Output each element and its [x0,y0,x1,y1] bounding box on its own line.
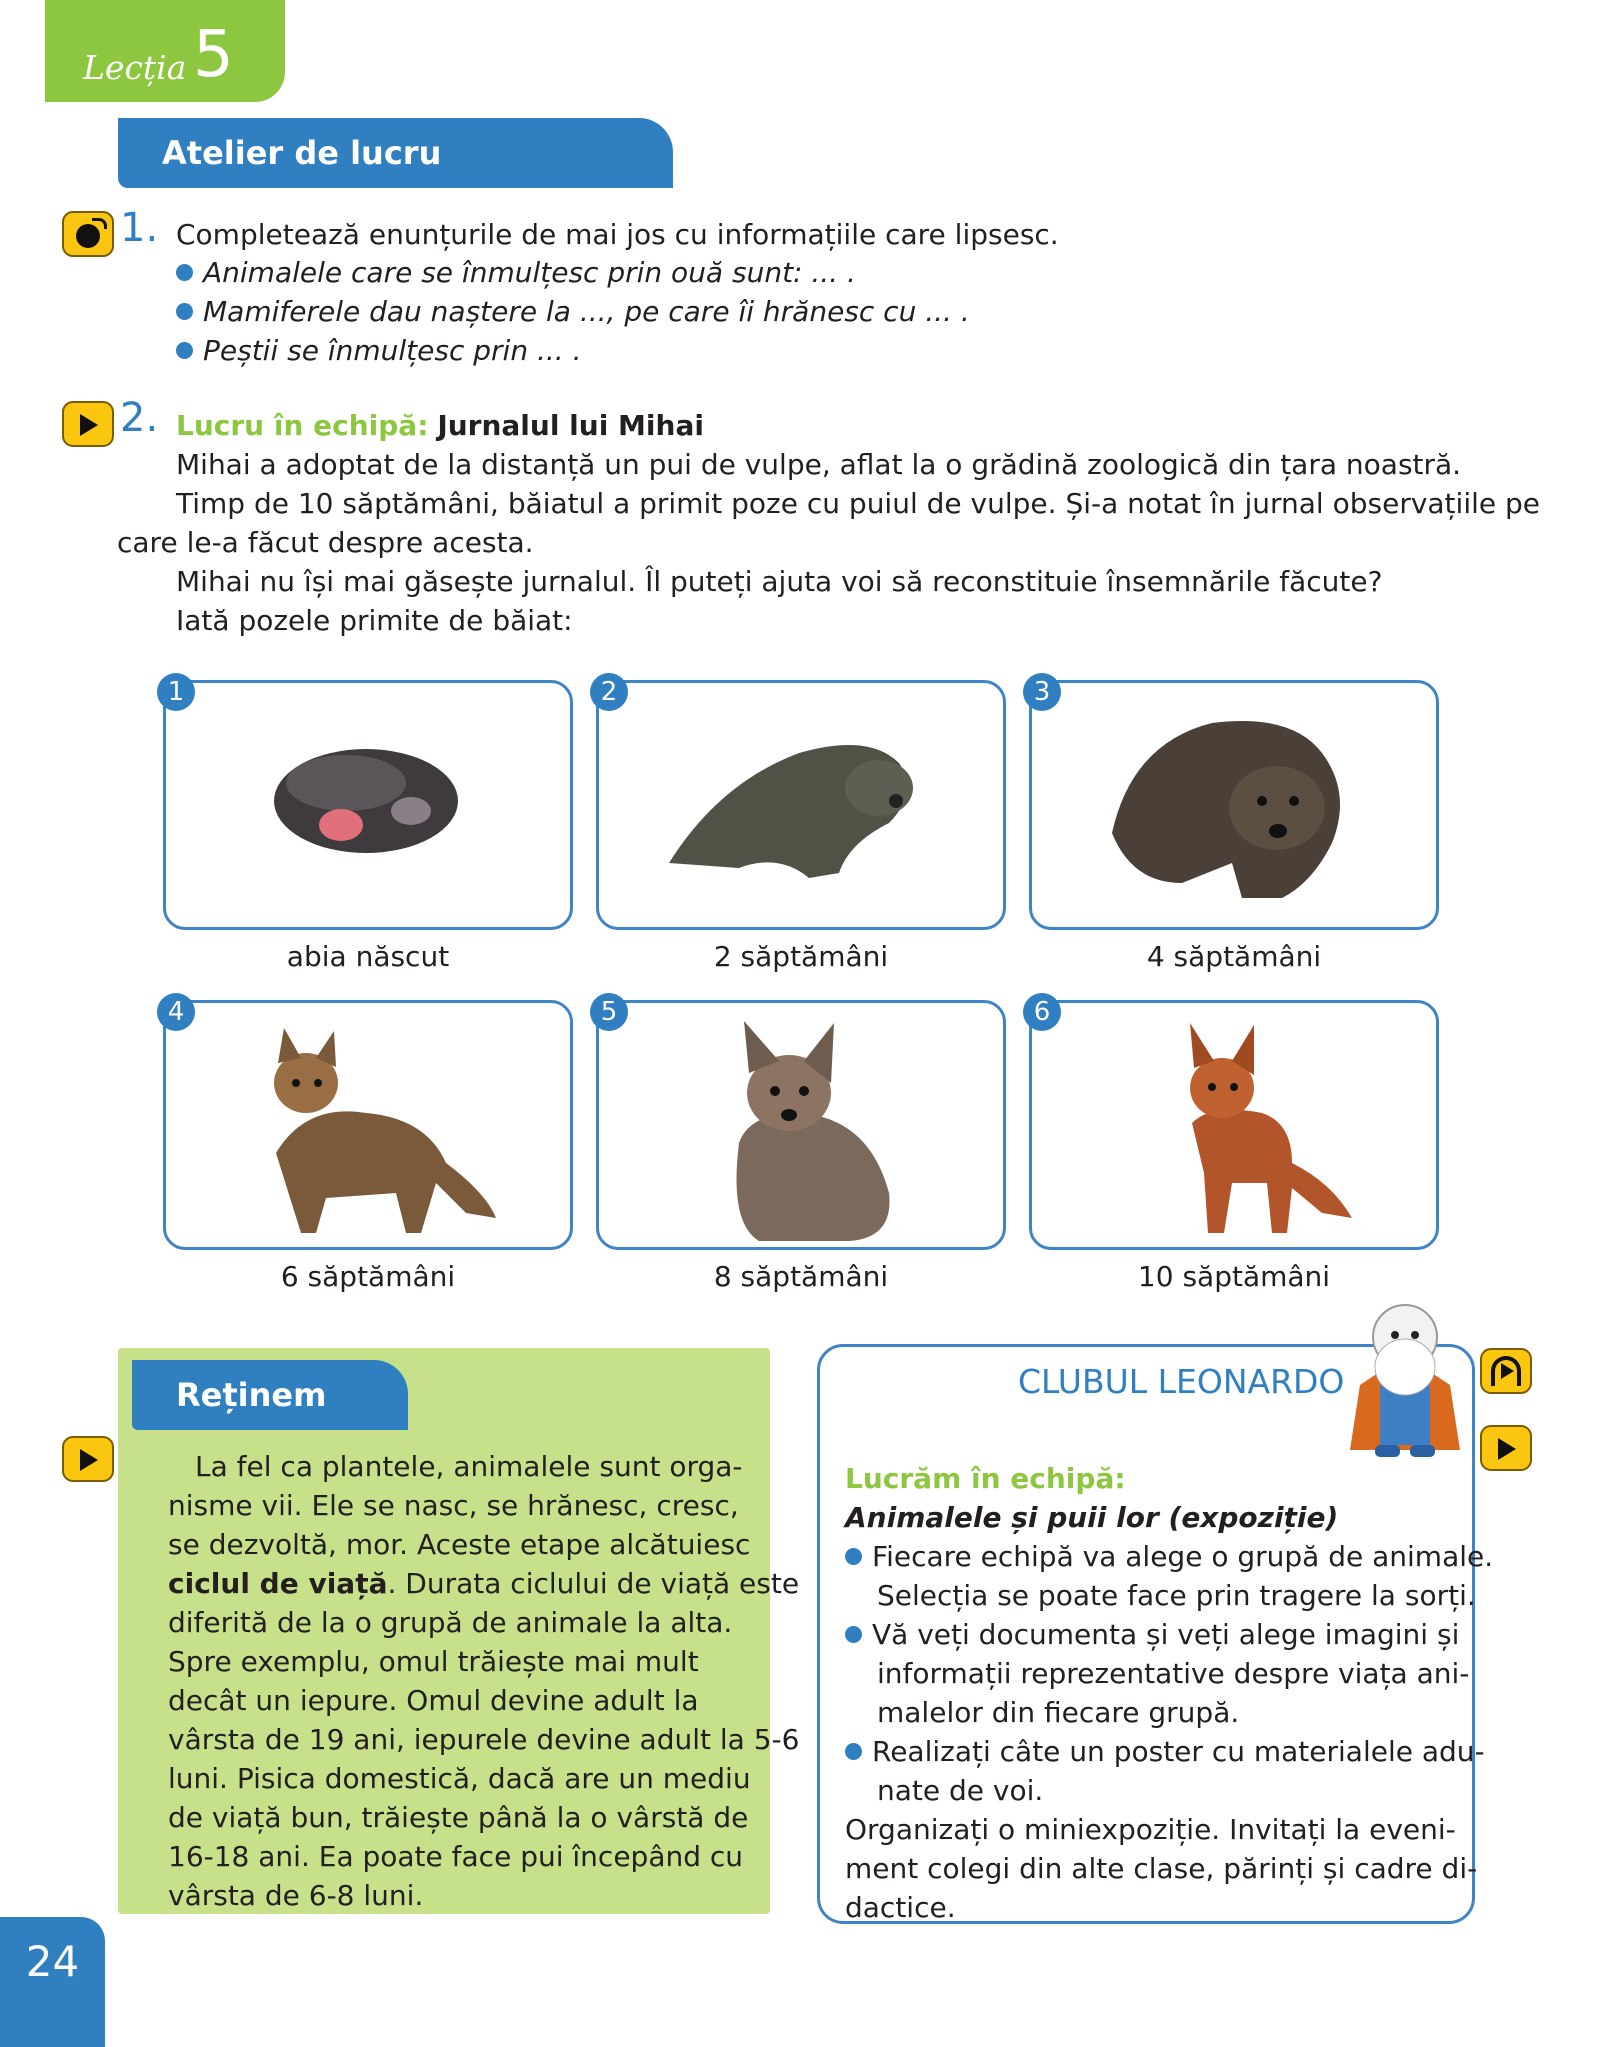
retinem-text: nisme vii. Ele se nasc, se hrănesc, cresc, [168,1489,739,1522]
lesson-number: 5 [193,18,234,92]
photo-frame [1029,1000,1439,1250]
retinem-text: vârsta de 19 ani, iepurele devine adult la 5-6 [168,1723,800,1756]
play-icon[interactable] [62,401,114,447]
play-icon[interactable] [1480,1425,1532,1471]
club-label: Lucrăm în echipă: [845,1462,1126,1495]
exercise-2-text: care le-a făcut despre acesta. [117,526,534,559]
leonardo-mascot-image [1340,1295,1470,1465]
audio-play-icon[interactable] [1480,1348,1532,1394]
club-text: informații reprezentative despre viața ani- [877,1657,1470,1690]
photo-caption: 10 săptămâni [1137,1260,1331,1293]
lesson-label: Lecția [83,48,187,87]
club-text: Organizați o miniexpoziție. Invitați la eveni- [845,1813,1456,1846]
exercise-2-text: Iată pozele primite de băiat: [176,604,573,637]
bullet-icon [176,342,193,359]
photo-caption: 6 săptămâni [280,1260,456,1293]
exercise-2-number: 2. [120,395,159,441]
page-number: 24 [0,1917,105,2047]
section-title: Atelier de lucru [118,118,673,188]
club-title: CLUBUL LEONARDO [1018,1362,1345,1401]
photo-frame [163,1000,573,1250]
bullet-icon [845,1548,862,1565]
club-text: Selecția se poate face prin tragere la sorți. [877,1579,1476,1612]
club-bullet: Realizați câte un poster cu materialele adu- [845,1735,1485,1768]
exercise-1-instruction: Completează enunțurile de mai jos cu informațiile care lipsesc. [176,218,1059,251]
photo-number-badge: 6 [1023,993,1061,1031]
exercise-2-text: Timp de 10 săptămâni, băiatul a primit poze cu puiul de vulpe. Și-a notat în jurnal observațiile pe [176,487,1541,520]
retinem-text: La fel ca plantele, animalele sunt orga- [195,1450,743,1483]
fox-cub-4-weeks-image [1032,683,1436,927]
retinem-text: Spre exemplu, omul trăiește mai mult [168,1645,699,1678]
bomb-icon[interactable] [62,211,114,257]
retinem-text: de viață bun, trăiește până la o vârstă de [168,1801,749,1834]
exercise-1-bullet: Animalele care se înmulțesc prin ouă sunt: ... . [176,256,856,289]
lesson-tab [45,0,285,102]
photo-caption: abia născut [286,940,450,973]
bullet-icon [845,1626,862,1643]
retinem-text: ciclul de viață. Durata ciclului de viață este [168,1567,800,1600]
exercise-1-bullet: Peștii se înmulțesc prin ... . [176,334,581,367]
club-text: ment colegi din alte clase, părinți și cadre di- [845,1852,1478,1885]
retinem-text: 16-18 ani. Ea poate face pui începând cu [168,1840,744,1873]
fox-cub-8-weeks-image [599,1003,1003,1247]
photo-number-badge: 1 [157,673,195,711]
play-icon[interactable] [62,1436,114,1482]
photo-frame [596,680,1006,930]
exercise-2-heading: Lucru în echipă: Jurnalul lui Mihai [176,409,704,442]
newborn-fox-image [166,683,570,927]
club-text: nate de voi. [877,1774,1044,1807]
retinem-text: diferită de la o grupă de animale la alta. [168,1606,733,1639]
retinem-text: luni. Pisica domestică, dacă are un mediu [168,1762,751,1795]
photo-frame [163,680,573,930]
club-subtitle: Animalele și puii lor (expoziție) [845,1501,1339,1534]
photo-number-badge: 4 [157,993,195,1031]
retinem-text: se dezvoltă, mor. Aceste etape alcătuiesc [168,1528,751,1561]
fox-cub-6-weeks-image [166,1003,570,1247]
club-text: dactice. [845,1891,956,1924]
bullet-icon [845,1743,862,1760]
photo-caption: 2 săptămâni [713,940,889,973]
club-bullet: Vă veți documenta și veți alege imagini și [845,1618,1459,1651]
fox-cub-2-weeks-image [599,683,1003,927]
photo-frame [1029,680,1439,930]
retinem-text: vârsta de 6-8 luni. [168,1879,424,1912]
photo-caption: 8 săptămâni [713,1260,889,1293]
exercise-1-number: 1. [120,205,159,251]
photo-number-badge: 5 [590,993,628,1031]
retinem-title: Reținem [132,1360,408,1430]
photo-frame [596,1000,1006,1250]
club-bullet: Fiecare echipă va alege o grupă de animale. [845,1540,1493,1573]
club-text: malelor din fiecare grupă. [877,1696,1240,1729]
retinem-text: decât un iepure. Omul devine adult la [168,1684,699,1717]
bullet-icon [176,303,193,320]
photo-caption: 4 săptămâni [1146,940,1322,973]
photo-number-badge: 2 [590,673,628,711]
bullet-icon [176,264,193,281]
exercise-2-text: Mihai a adoptat de la distanță un pui de vulpe, aflat la o grădină zoologică din țara noastră. [176,448,1462,481]
exercise-2-text: Mihai nu își mai găsește jurnalul. Îl puteți ajuta voi să reconstituie însemnările făcute? [176,565,1383,598]
fox-cub-10-weeks-image [1032,1003,1436,1247]
exercise-1-bullet: Mamiferele dau naștere la ..., pe care îi hrănesc cu ... . [176,295,970,328]
photo-number-badge: 3 [1023,673,1061,711]
